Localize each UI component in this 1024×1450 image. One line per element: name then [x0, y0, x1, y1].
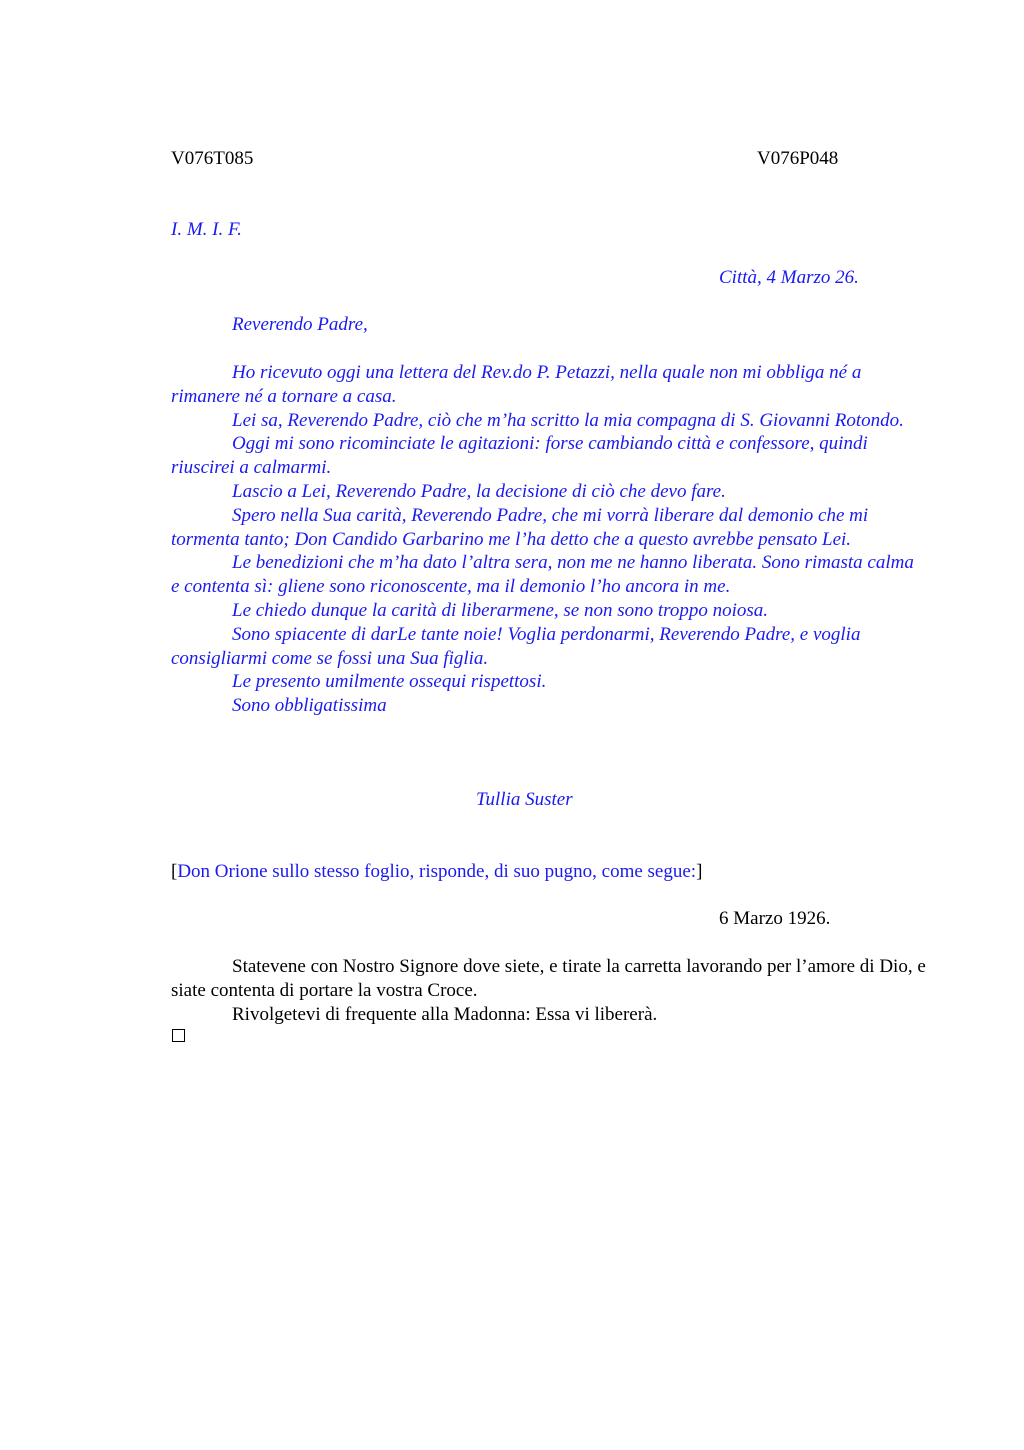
letter-paragraph: Le benedizioni che m’ha dato l’altra sera, non me ne hanno liberata. Sono rimasta calma e contenta sì: gliene sono riconoscente, ma il demonio l’ho ancora in me.: [171, 552, 914, 598]
reply-body: [171, 955, 926, 1026]
place-date: Città, 4 Marzo 26.: [719, 267, 859, 288]
note-close-bracket: ]: [696, 861, 703, 882]
editorial-note: [171, 860, 702, 884]
left-code: V076T085: [171, 148, 254, 169]
empty-box: [172, 1029, 185, 1042]
letter-paragraph: Lascio a Lei, Reverendo Padre, la decisione di ciò che devo fare.: [232, 480, 726, 502]
letter-paragraph: Lei sa, Reverendo Padre, ciò che m’ha scritto la mia compagna di S. Giovanni Rotondo.: [232, 409, 904, 431]
reply-date: 6 Marzo 1926.: [719, 908, 831, 929]
letter-paragraph: Oggi mi sono ricominciate le agitazioni: forse cambiando città e confessore, quindi riuscirei a calmarmi.: [171, 433, 868, 479]
letter-paragraph: Spero nella Sua carità, Reverendo Padre, che mi vorrà liberare dal demonio che mi tormenta tanto; Don Candido Garbarino me l’ha detto che a questo avrebbe pensato Lei.: [171, 504, 869, 550]
note-open-bracket: [: [171, 861, 178, 882]
letter-paragraph: Le presento umilmente ossequi rispettosi.: [232, 671, 547, 693]
right-code: V076P048: [757, 148, 839, 169]
signature: Tullia Suster: [476, 789, 573, 810]
letter-paragraph: Ho ricevuto oggi una lettera del Rev.do P. Petazzi, nella quale non mi obbliga né a rimanere né a tornare a casa.: [171, 362, 862, 407]
letter-paragraph: Le chiedo dunque la carità di liberarmene, se non sono troppo noiosa.: [232, 599, 768, 621]
note-text: Don Orione sullo stesso foglio, risponde, di suo pugno, come segue:: [177, 861, 697, 882]
motto: I. M. I. F.: [171, 219, 242, 240]
reply-paragraph: Rivolgetevi di frequente alla Madonna: Essa vi libererà.: [232, 1003, 658, 1025]
letter-paragraph: Sono obbligatissima: [232, 695, 387, 717]
reply-paragraph: Statevene con Nostro Signore dove siete, e tirate la carretta lavorando per l’amore di Dio, e siate contenta di portare la vostra Croce.: [171, 956, 926, 1001]
letter-paragraph: Sono spiacente di darLe tante noie! Voglia perdonarmi, Reverendo Padre, e voglia consigliarmi come se fossi una Sua figlia.: [171, 623, 861, 669]
letter-body: [171, 361, 926, 718]
salutation: Reverendo Padre,: [232, 314, 368, 335]
